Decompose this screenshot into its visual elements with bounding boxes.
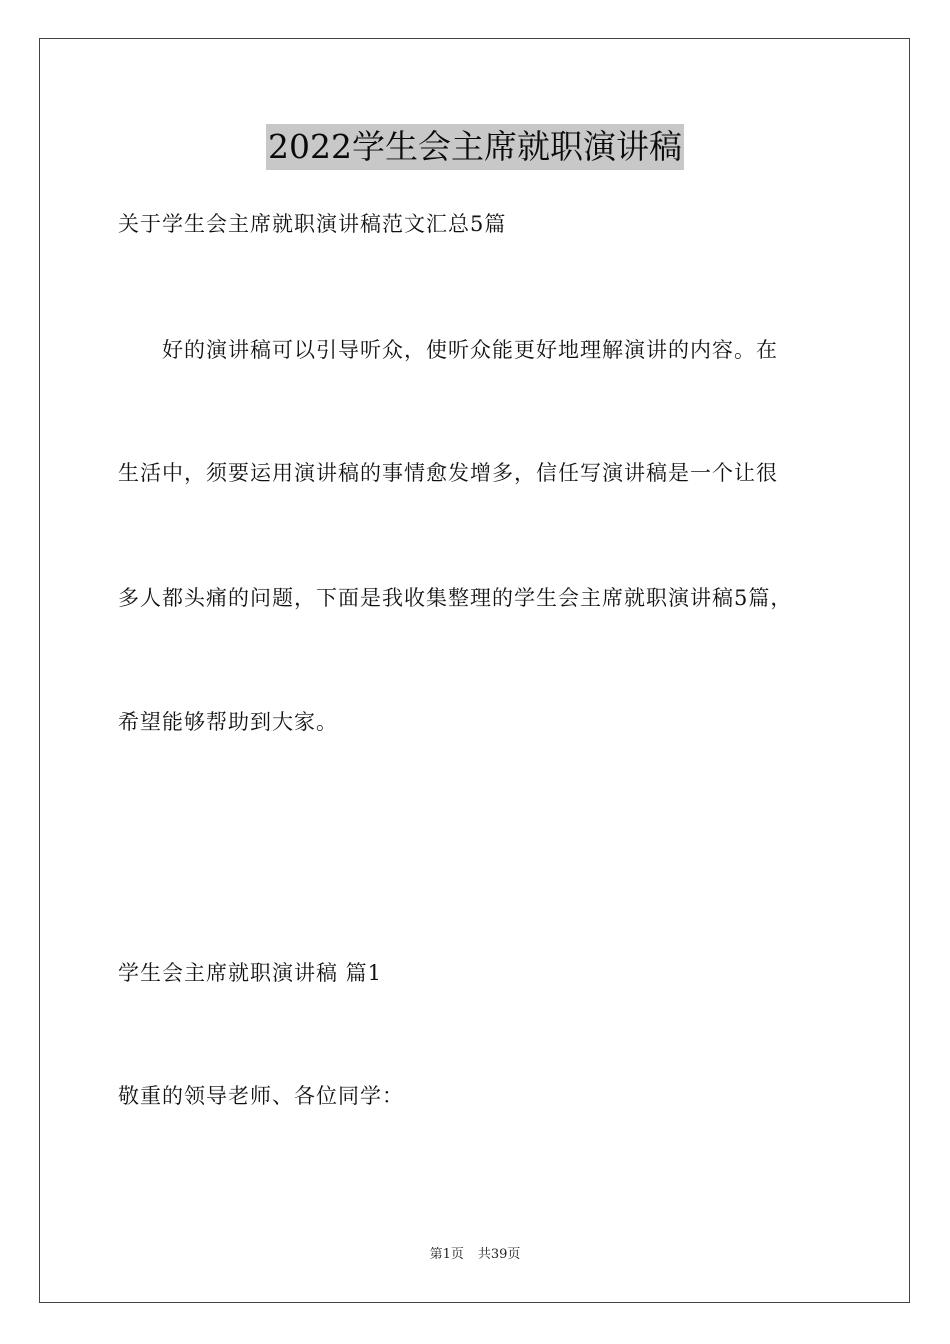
section-heading: 学生会主席就职演讲稿 篇1 [118, 961, 383, 985]
page-total: 共39页 [477, 1247, 521, 1262]
page-footer [0, 1246, 950, 1264]
salutation: 敬重的领导老师、各位同学： [118, 1084, 404, 1108]
intro-line-4: 希望能够帮助到大家。 [118, 710, 338, 734]
intro-line-1: 好的演讲稿可以引导听众，使听众能更好地理解演讲的内容。在 [162, 338, 778, 362]
intro-line-2: 生活中，须要运用演讲稿的事情愈发增多，信任写演讲稿是一个让很 [118, 461, 778, 485]
title-container [0, 124, 950, 170]
document-title: 2022学生会主席就职演讲稿 [266, 124, 684, 170]
document-subtitle: 关于学生会主席就职演讲稿范文汇总5篇 [118, 212, 507, 236]
page-number: 第1页 [429, 1247, 464, 1262]
intro-line-3: 多人都头痛的问题，下面是我收集整理的学生会主席就职演讲稿5篇， [118, 586, 793, 610]
